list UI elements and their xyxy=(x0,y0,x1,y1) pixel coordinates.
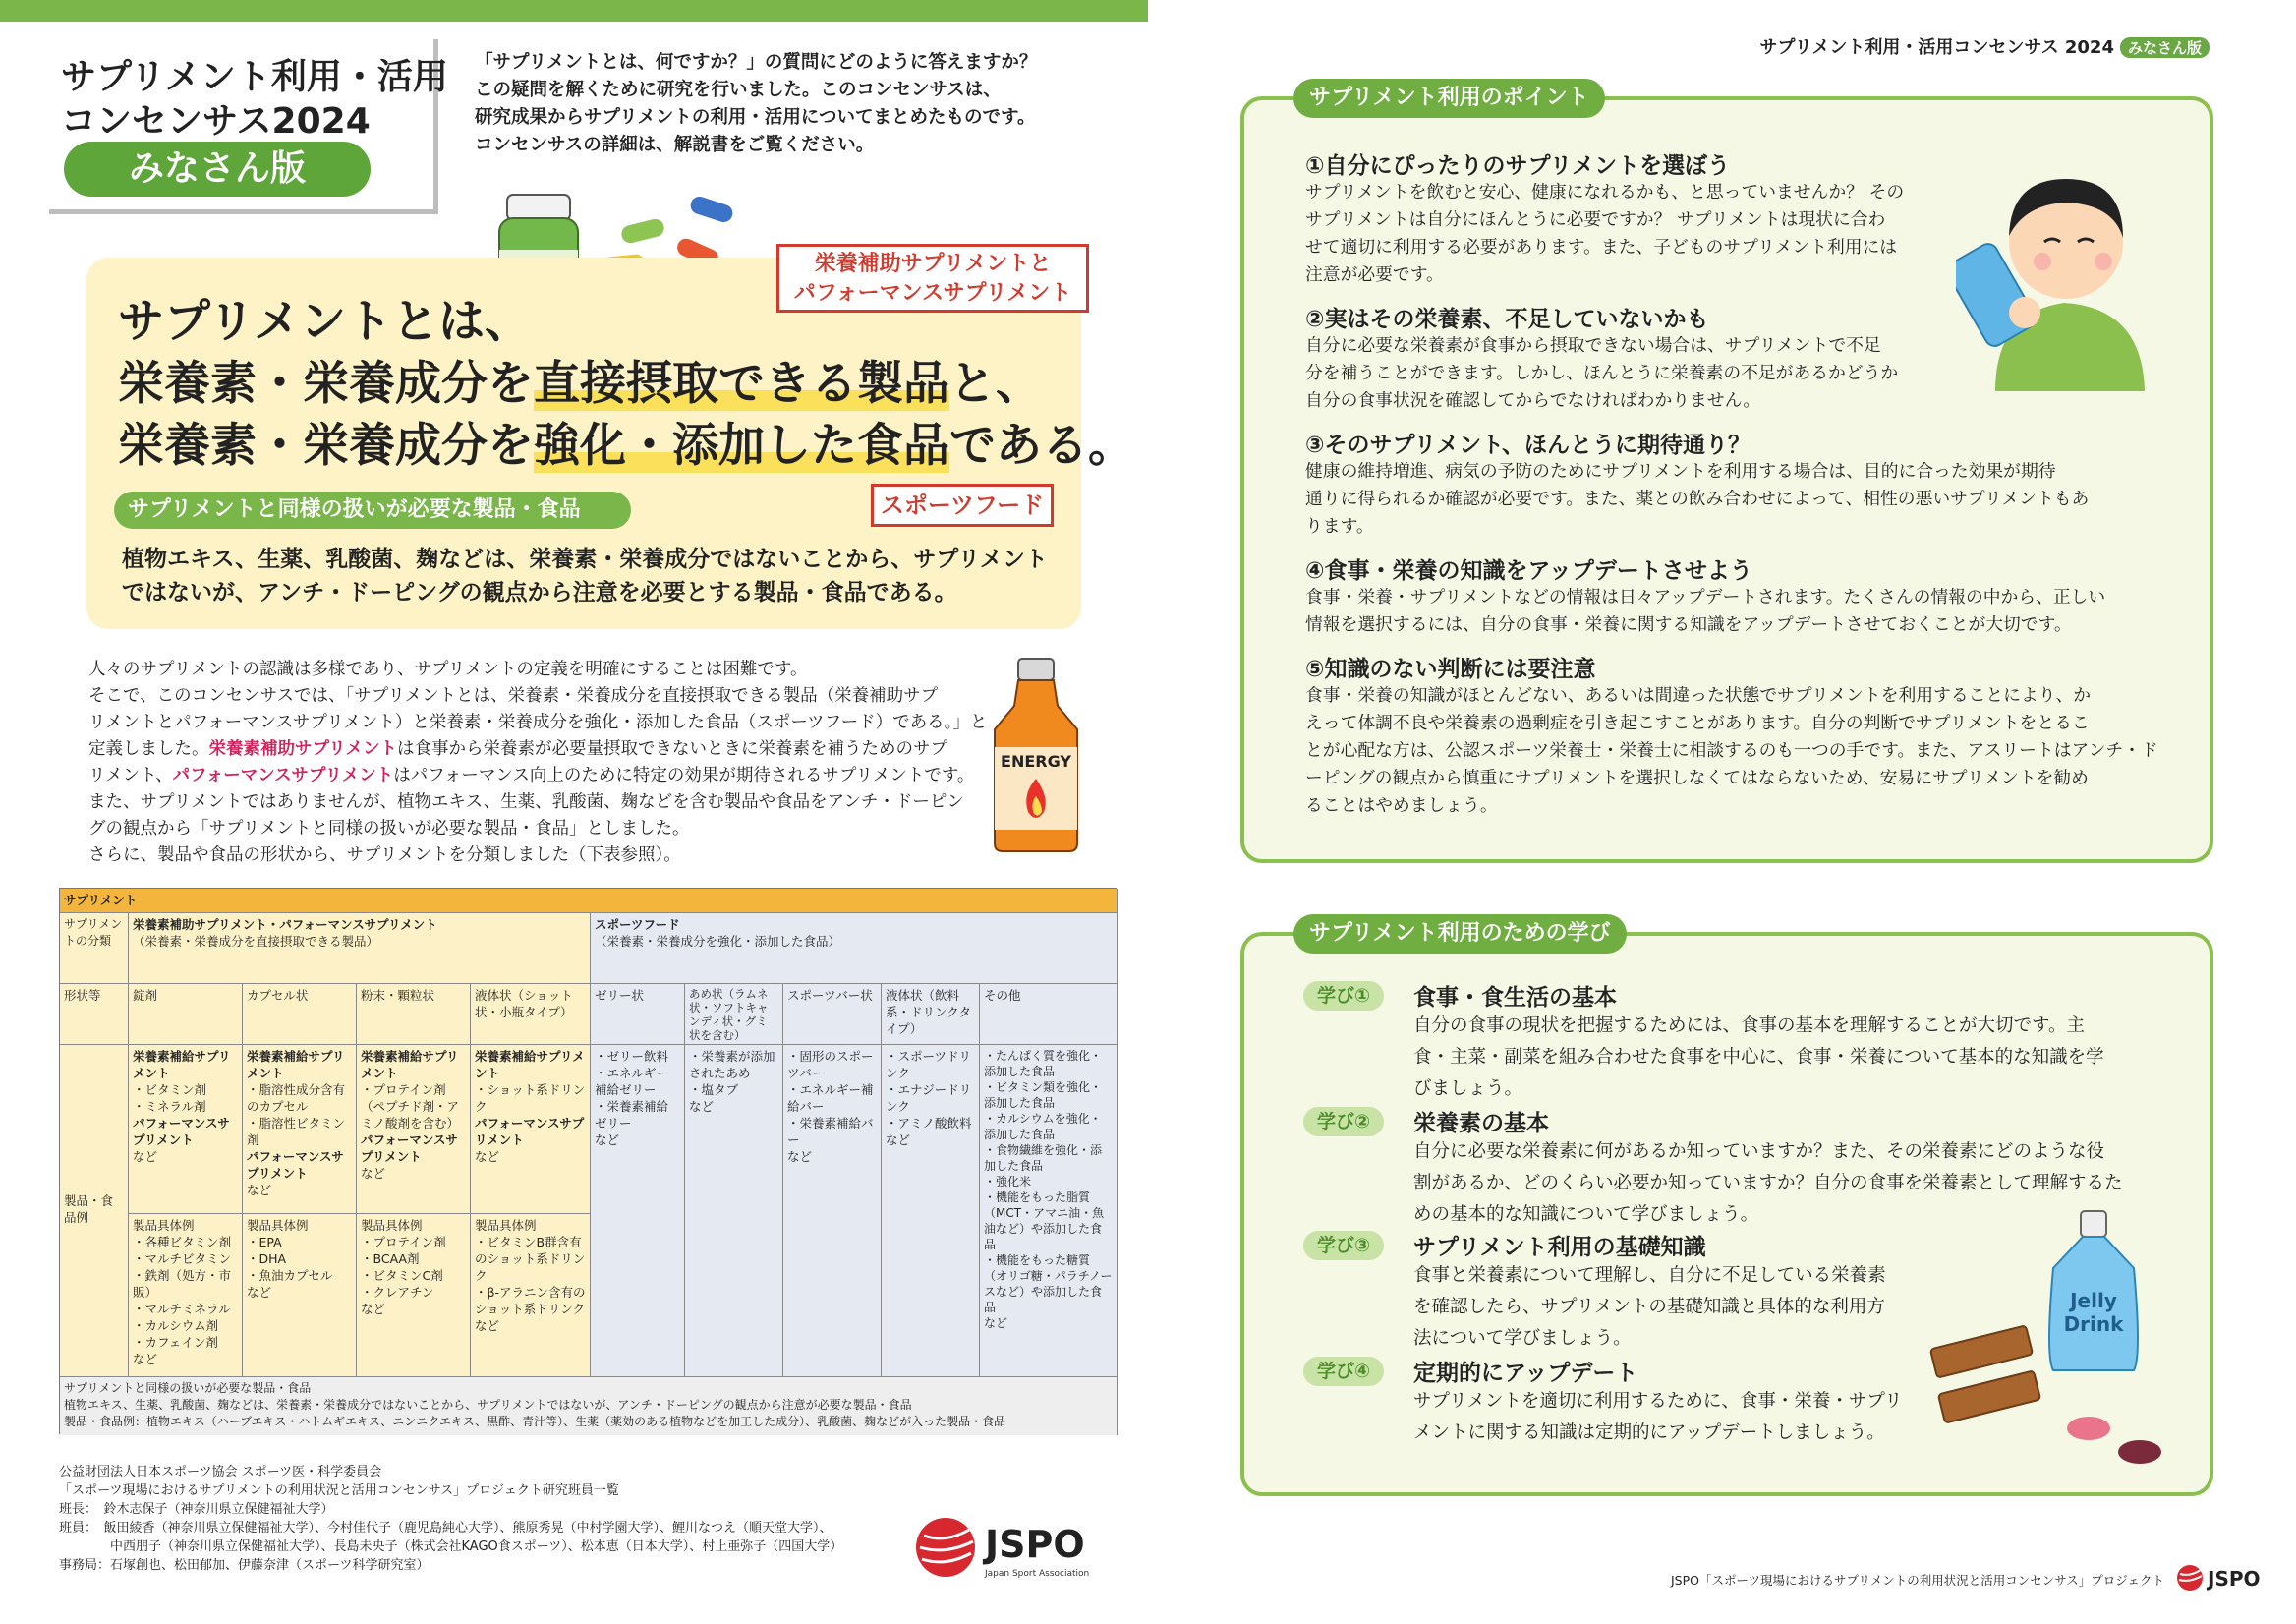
category-supplement xyxy=(129,913,591,984)
product-example-cell: 製品具体例 ・プロテイン剤 ・BCAA剤 ・ビタミンC剤 ・クレアチン など xyxy=(357,1214,471,1377)
point-line: 情報を選択するには、自分の食事・栄養に関する知識をアップデートさせておくことが大切です。 xyxy=(1305,614,2072,635)
page-header xyxy=(1759,33,2210,59)
point-line: 自分に必要な栄養素が食事から摂取できない場合は、サプリメントで不足 xyxy=(1305,335,1881,356)
similar-products-pill: サプリメントと同様の扱いが必要な製品・食品 xyxy=(114,492,631,529)
callout-line: パフォーマンスサプリメント xyxy=(793,281,1072,306)
learning-badge: 学び④ xyxy=(1303,1357,1384,1386)
point-heading: ①自分にぴったりのサプリメントを選ぼう xyxy=(1305,153,1731,179)
definition-line-2 xyxy=(118,347,1042,413)
credit-line: 事務局：石塚創也、松田郁加、伊藤奈津（スポーツ科学研究室） xyxy=(59,1558,430,1573)
body-text xyxy=(88,657,1003,869)
energy-drink-icon xyxy=(983,657,1089,853)
body-line: そこで、このコンセンサスでは、「サプリメントとは、栄養素・栄養成分を直接摂取できる製品（栄養補助サプ xyxy=(88,686,939,706)
edition-badge: みなさん版 xyxy=(64,142,371,197)
svg-text:JSPO: JSPO xyxy=(985,1523,1085,1566)
similar-products-line: 植物エキス、生薬、乳酸菌、麹などは、栄養素・栄養成分ではないことから、サプリメント xyxy=(122,547,1048,572)
learning-line: サプリメントを適切に利用するために、食事・栄養・サプリ xyxy=(1413,1391,1903,1412)
learning-body xyxy=(1413,1260,1924,1355)
learning-line: 自分に必要な栄養素に何があるか知っていますか？また、その栄養素にどのような役 xyxy=(1413,1141,2105,1162)
body-text-span: はパフォーマンス向上のために特定の効果が期待されるサプリメントです。 xyxy=(393,766,975,785)
learning-line: メントに関する知識は定期的にアップデートしましょう。 xyxy=(1413,1422,1885,1443)
learning-line: めの基本的な知識について学びましょう。 xyxy=(1413,1204,1759,1225)
learning-line: びましょう。 xyxy=(1413,1078,1523,1099)
category-subtitle: （栄養素・栄養成分を強化・添加した食品） xyxy=(595,934,841,949)
intro-line: コンセンサスの詳細は、解説書をご覧ください。 xyxy=(475,135,875,155)
type-bold: パフォーマンスサプリメント xyxy=(133,1116,230,1147)
emphasis-term: 栄養素補助サプリメント xyxy=(208,739,397,759)
body-text-span: 定義しました。 xyxy=(88,739,209,759)
title-line-2: コンセンサス2024 xyxy=(61,101,371,142)
type-bold: 栄養素補給サプリメント xyxy=(247,1049,345,1080)
type-bold: パフォーマンスサプリメント xyxy=(247,1149,344,1181)
jspo-logo xyxy=(914,1514,1120,1583)
point-body xyxy=(1305,179,1954,289)
learning-line: 割があるか、どのくらい必要か知っていますか？自分の食事を栄養素として理解するた xyxy=(1413,1173,2123,1193)
point-body xyxy=(1305,682,2170,820)
definition-line-3 xyxy=(118,409,1134,475)
learning-body xyxy=(1413,1011,2160,1105)
supplement-type-cell xyxy=(243,1045,357,1214)
edition-badge-small: みなさん版 xyxy=(2120,37,2210,58)
body-line xyxy=(88,763,1003,789)
supplement-type-cell xyxy=(129,1045,243,1214)
learning-heading: サプリメント利用の基礎知識 xyxy=(1413,1235,1706,1260)
point-line: とが心配な方は、公認スポーツ栄養士・栄養士に相談するのも一つの手です。また、アスリートはアンチ・ド xyxy=(1305,740,2158,761)
definition-text: と、 xyxy=(949,357,1042,411)
body-text-span: リメント、 xyxy=(88,766,173,785)
candies-icon xyxy=(2059,1411,2167,1470)
learning-badge: 学び② xyxy=(1303,1107,1384,1136)
type-items: ・ビタミン剤 ・ミネラル剤 xyxy=(133,1082,207,1114)
definition-highlight: 直接摂取できる製品 xyxy=(534,357,949,411)
definition-highlight: 強化・添加した食品 xyxy=(534,419,949,473)
body-line: リメントとパフォーマンスサプリメント）と栄養素・栄養成分を強化・添加した食品（スポーツフード）である。」と xyxy=(88,713,988,732)
title-block xyxy=(49,39,448,214)
snack-bars-icon xyxy=(1926,1317,2044,1435)
learning-badge: 学び③ xyxy=(1303,1231,1384,1260)
page-footer: JSPO「スポーツ現場におけるサプリメントの利用状況と活用コンセンサス」プロジェクト xyxy=(1671,1573,2164,1588)
product-example-cell: 製品具体例 ・各種ビタミン剤 ・マルチビタミン ・鉄剤（処方・市販） ・マルチミネラル ・カルシウム剤 ・カフェイン剤 など xyxy=(129,1214,243,1377)
credits xyxy=(59,1463,904,1575)
sports-food-cell: ・固形のスポーツバー ・エネルギー補給バー ・栄養素補給バー など xyxy=(783,1045,882,1377)
type-tail: など xyxy=(247,1183,272,1197)
credit-line: 中西朋子（神奈川県立保健福祉大学）、長島未央子（株式会社KAGO食スポーツ）、松本恵（日本大学）、村上亜弥子（四国大学） xyxy=(59,1539,843,1554)
sports-food-cell: ・ゼリー飲料 ・エネルギー補給ゼリー ・栄養素補給ゼリー など xyxy=(591,1045,685,1377)
credit-line: 公益財団法人日本スポーツ協会 スポーツ医・科学委員会 xyxy=(59,1465,382,1479)
type-bold: 栄養素補給サプリメント xyxy=(361,1049,459,1080)
form-header: 液体状（ショット状・小瓶タイプ） xyxy=(471,984,591,1045)
type-bold: 栄養素補給サプリメント xyxy=(475,1049,585,1080)
type-bold: パフォーマンスサプリメント xyxy=(475,1116,585,1147)
learning-line: 自分の食事の現状を把握するためには、食事の基本を理解することが大切です。主 xyxy=(1413,1015,2086,1036)
supplement-type-cell xyxy=(357,1045,471,1214)
body-line: さらに、製品や食品の形状から、サプリメントを分類しました（下表参照）。 xyxy=(88,845,681,865)
point-line: 健康の維持増進、病気の予防のためにサプリメントを利用する場合は、目的に合った効果が期待 xyxy=(1305,461,2056,482)
learning-heading: 定期的にアップデート xyxy=(1413,1361,1638,1386)
point-body xyxy=(1305,584,2170,639)
intro-line: この疑問を解くために研究を行いました。このコンセンサスは、 xyxy=(475,80,1002,100)
definition-text: である。 xyxy=(949,419,1134,473)
supplement-callout xyxy=(776,244,1089,313)
product-example-cell: 製品具体例 ・ビタミンB群含有のショット系ドリンク ・β-アラニン含有のショット系ドリンク など xyxy=(471,1214,591,1377)
point-heading: ③そのサプリメント、ほんとうに期待通り？ xyxy=(1305,433,1751,458)
point-heading: ④食事・栄養の知識をアップデートさせよう xyxy=(1305,558,1752,584)
point-line: 自分の食事状況を確認してからでなければわかりません。 xyxy=(1305,390,1761,411)
sports-food-cell: ・スポーツドリンク ・エナジードリンク ・アミノ酸飲料 など xyxy=(882,1045,980,1377)
point-line: えって体調不良や栄養素の過剰症を引き起こすことがあります。自分の判断でサプリメントをとるこ xyxy=(1305,713,2090,733)
credit-line: 班員： 飯田綾香（神奈川県立保健福祉大学）、今村佳代子（鹿児島純心大学）、熊原秀晃（中村学園大学）、鯉川なつえ（順天堂大学）、 xyxy=(59,1521,832,1536)
product-example-cell: 製品具体例 ・EPA ・DHA ・魚油カプセル など xyxy=(243,1214,357,1377)
top-accent-bar xyxy=(0,0,1148,22)
point-line: せて適切に利用する必要があります。また、子どものサプリメント利用には xyxy=(1305,237,1898,258)
form-header: スポーツバー状 xyxy=(783,984,882,1045)
page-header-title: サプリメント利用・活用コンセンサス 2024 xyxy=(1759,37,2114,58)
point-line: ることはやめましょう。 xyxy=(1305,795,1498,816)
body-line: 人々のサプリメントの認識は多様であり、サプリメントの定義を明確にすることは困難です。 xyxy=(88,660,808,679)
point-line: 分を補うことができます。しかし、ほんとうに栄養素の不足があるかどうか xyxy=(1305,363,1899,383)
type-bold: 栄養素補給サプリメント xyxy=(133,1049,231,1080)
learning-line: を確認したら、サプリメントの基礎知識と具体的な利用方 xyxy=(1413,1297,1885,1317)
intro-line: 「サプリメントとは、何ですか？」の質問にどのように答えますか？ xyxy=(475,52,1038,73)
table-footer-line: サプリメントと同様の扱いが必要な製品・食品 xyxy=(64,1381,312,1395)
type-tail: など xyxy=(133,1149,158,1164)
table-footer-line: 製品・食品例：植物エキス（ハーブエキス・ハトムギエキス、ニンニクエキス、黒酢、青汁等）、生薬（薬効のある植物などを加工した成分）、乳酸菌、麹などが入った製品・食品 xyxy=(64,1415,1006,1428)
table-footer xyxy=(60,1377,1118,1435)
category-subtitle: （栄養素・栄養成分を直接摂取できる製品） xyxy=(133,934,379,949)
table-footer-line: 植物エキス、生薬、乳酸菌、麹などは、栄養素・栄養成分ではないことから、サプリメントではないが、アンチ・ドーピングの観点から注意が必要な製品・食品 xyxy=(64,1398,912,1412)
row-label-products: 製品・食品例 xyxy=(60,1045,129,1377)
point-line: 注意が必要です。 xyxy=(1305,264,1444,285)
form-header: 液体状（飲料系・ドリンクタイプ） xyxy=(882,984,980,1045)
sports-food-cell: ・たんぱく質を強化・添加した食品 ・ビタミン類を強化・添加した食品 ・カルシウムを強化・添加した食品 ・食物繊維を強化・添加した食品 ・強化米 ・機能をもった脂質（MCT・アマニ油・魚油など）や添加した食品 ・機能をもった糖質（オリゴ糖・パラチノースなど）や添加した食品 など xyxy=(980,1045,1118,1377)
form-header: 粉末・顆粒状 xyxy=(357,984,471,1045)
form-header: カプセル状 xyxy=(243,984,357,1045)
svg-text:Japan Sport Association: Japan Sport Association xyxy=(985,1569,1090,1579)
row-label-form: 形状等 xyxy=(60,984,129,1045)
category-title: スポーツフード xyxy=(595,917,680,932)
emphasis-term: パフォーマンスサプリメント xyxy=(172,766,394,785)
learning-badge: 学び① xyxy=(1303,981,1384,1011)
body-line: また、サプリメントではありませんが、植物エキス、生薬、乳酸菌、麹などを含む製品や食品をアンチ・ドーピン xyxy=(88,792,964,812)
credit-line: 班長： 鈴木志保子（神奈川県立保健福祉大学） xyxy=(59,1502,334,1517)
point-line: サプリメントは自分にほんとうに必要ですか？ サプリメントは現状に合わ xyxy=(1305,209,1886,230)
type-items: ・脂溶性成分含有のカプセル ・脂溶性ビタミン剤 xyxy=(247,1082,346,1147)
point-line: 食事・栄養の知識がほとんどない、あるいは間違った状態でサプリメントを利用することにより、か xyxy=(1305,685,2092,706)
body-line: グの観点から「サプリメントと同様の扱いが必要な製品・食品」としました。 xyxy=(88,819,690,839)
definition-text: 栄養素・栄養成分を xyxy=(118,357,534,411)
supplement-classification-table xyxy=(59,888,1117,1434)
intro-line: 研究成果からサプリメントの利用・活用についてまとめたものです。 xyxy=(475,107,1036,128)
type-items: ・ショット系ドリンク xyxy=(475,1082,586,1114)
type-items: ・プロテイン剤（ペプチド剤・アミノ酸剤を含む） xyxy=(361,1082,460,1131)
type-tail: など xyxy=(361,1166,386,1181)
form-header: 錠剤 xyxy=(129,984,243,1045)
form-header: その他 xyxy=(980,984,1118,1045)
category-sports-food xyxy=(591,913,1118,984)
table-title: サプリメント xyxy=(60,889,1118,913)
point-heading: ②実はその栄養素、不足していないかも xyxy=(1305,307,1709,332)
learning-heading: 栄養素の基本 xyxy=(1413,1111,1549,1136)
definition-text: 栄養素・栄養成分を xyxy=(118,419,534,473)
point-line: ーピングの観点から慎重にサプリメントを選択しなくてはならないため、安易にサプリメントを勧め xyxy=(1305,768,2089,788)
callout-line: 栄養補助サプリメントと xyxy=(814,252,1052,276)
credit-line: 「スポーツ現場におけるサプリメントの利用状況と活用コンセンサス」プロジェクト研究班員一覧 xyxy=(59,1483,619,1498)
category-title: 栄養素補助サプリメント・パフォーマンスサプリメント xyxy=(133,917,437,932)
point-body xyxy=(1305,332,1954,415)
intro-text xyxy=(475,49,1074,159)
form-header: ゼリー状 xyxy=(591,984,685,1045)
jelly-drink-icon xyxy=(2039,1209,2148,1376)
svg-text:Drink: Drink xyxy=(2063,1312,2124,1336)
form-header: あめ状（ラムネ状・ソフトキャンディ状・グミ状を含む） xyxy=(685,984,783,1045)
point-line: サプリメントを飲むと安心、健康になれるかも、と思っていませんか？ その xyxy=(1305,182,1905,203)
row-label-category: サプリメントの分類 xyxy=(60,913,129,984)
sports-food-cell: ・栄養素が添加されたあめ ・塩タブ など xyxy=(685,1045,783,1377)
definition-line-1: サプリメントとは、 xyxy=(118,295,532,349)
point-line: 食事・栄養・サプリメントなどの情報は日々アップデートされます。たくさんの情報の中から、正しい xyxy=(1305,587,2106,608)
learning-heading: 食事・食生活の基本 xyxy=(1413,985,1617,1011)
body-line xyxy=(88,736,1003,763)
similar-products-line: ではないが、アンチ・ドーピングの観点から注意を必要とする製品・食品である。 xyxy=(122,580,957,606)
boy-drinking-icon xyxy=(1956,145,2162,401)
type-bold: パフォーマンスサプリメント xyxy=(361,1132,458,1164)
title-line-1: サプリメント利用・活用 xyxy=(61,57,448,97)
sports-food-callout: スポーツフード xyxy=(871,484,1054,527)
learning-body xyxy=(1413,1386,1924,1449)
learning-line: 食事と栄養素について理解し、自分に不足している栄養素 xyxy=(1413,1265,1886,1286)
learning-line: 食・主菜・副菜を組み合わせた食事を中心に、食事・栄養について基本的な知識を学 xyxy=(1413,1047,2104,1068)
point-body xyxy=(1305,458,2170,541)
jspo-logo-small xyxy=(2176,1562,2274,1594)
svg-text:Jelly: Jelly xyxy=(2070,1289,2117,1312)
learning-line: 法について学びましょう。 xyxy=(1413,1328,1632,1349)
point-heading: ⑤知識のない判断には要注意 xyxy=(1305,657,1596,682)
usage-points-title: サプリメント利用のポイント xyxy=(1293,79,1605,118)
type-tail: など xyxy=(475,1149,500,1164)
svg-text:ENERGY: ENERGY xyxy=(1001,752,1071,771)
similar-products-text xyxy=(122,543,1065,609)
svg-text:JSPO: JSPO xyxy=(2208,1567,2261,1591)
definition-box xyxy=(86,258,1134,629)
point-line: 通りに得られるか確認が必要です。また、薬との飲み合わせによって、相性の悪いサプリメントもあ xyxy=(1305,489,2090,509)
supplement-type-cell xyxy=(471,1045,591,1214)
body-text-span: は食事から栄養素が必要量摂取できないときに栄養素を補うためのサプ xyxy=(396,739,947,759)
learning-title: サプリメント利用のための学び xyxy=(1293,914,1627,954)
point-line: ります。 xyxy=(1305,516,1374,537)
